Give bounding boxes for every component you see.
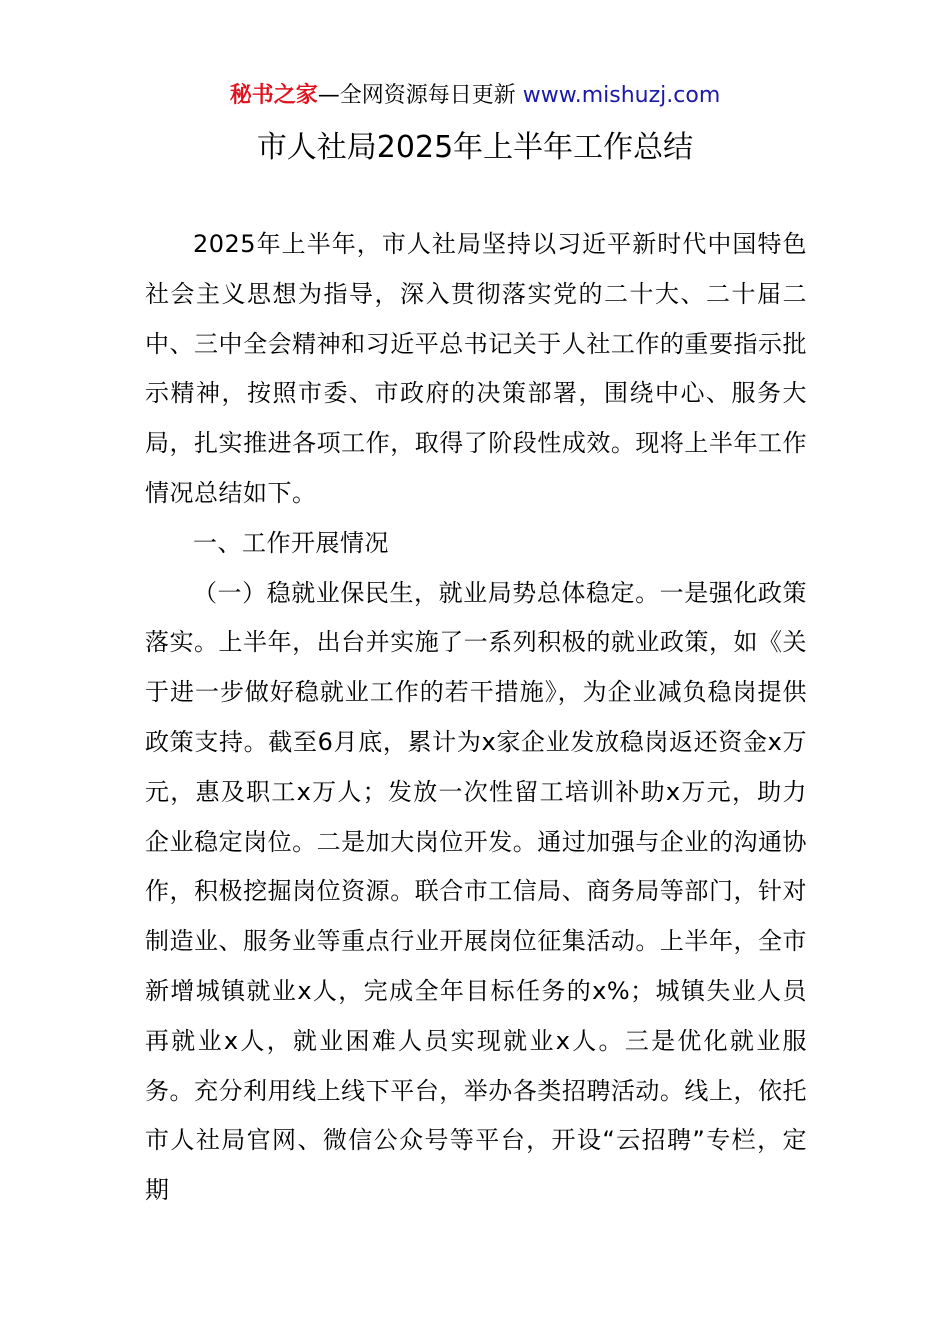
document-body	[145, 220, 807, 1216]
site-header	[0, 80, 950, 112]
brand-name: 秘书之家	[229, 83, 318, 108]
section-heading: 一、工作开展情况	[193, 528, 389, 557]
site-url-link[interactable]: www.mishuzj.com	[522, 83, 721, 108]
body-paragraph: （一）稳就业保民生，就业局势总体稳定。一是强化政策落实。上半年，出台并实施了一系列积极的就业政策，如《关于进一步做好稳就业工作的若干措施》，为企业减负稳岗提供政策支持。截至6月底，累计为x家企业发放稳岗返还资金x万元，惠及职工x万人；发放一次性留工培训补助x万元，助力企业稳定岗位。二是加大岗位开发。通过加强与企业的沟通协作，积极挖掘岗位资源。联合市工信局、商务局等部门，针对制造业、服务业等重点行业开展岗位征集活动。上半年，全市新增城镇就业x人，完成全年目标任务的x%；城镇失业人员再就业x人，就业困难人员实现就业x人。三是优化就业服务。充分利用线上线下平台，举办各类招聘活动。线上，依托市人社局官网、微信公众号等平台，开设“云招聘”专栏，定期	[145, 578, 807, 1205]
document-title: 市人社局2025年上半年工作总结	[256, 130, 694, 165]
header-tagline: —全网资源每日更新	[317, 83, 523, 108]
intro-paragraph: 2025年上半年，市人社局坚持以习近平新时代中国特色社会主义思想为指导，深入贯彻落实党的二十大、二十届二中、三中全会精神和习近平总书记关于人社工作的重要指示批示精神，按照市委、市政府的决策部署，围绕中心、服务大局，扎实推进各项工作，取得了阶段性成效。现将上半年工作情况总结如下。	[145, 230, 807, 507]
